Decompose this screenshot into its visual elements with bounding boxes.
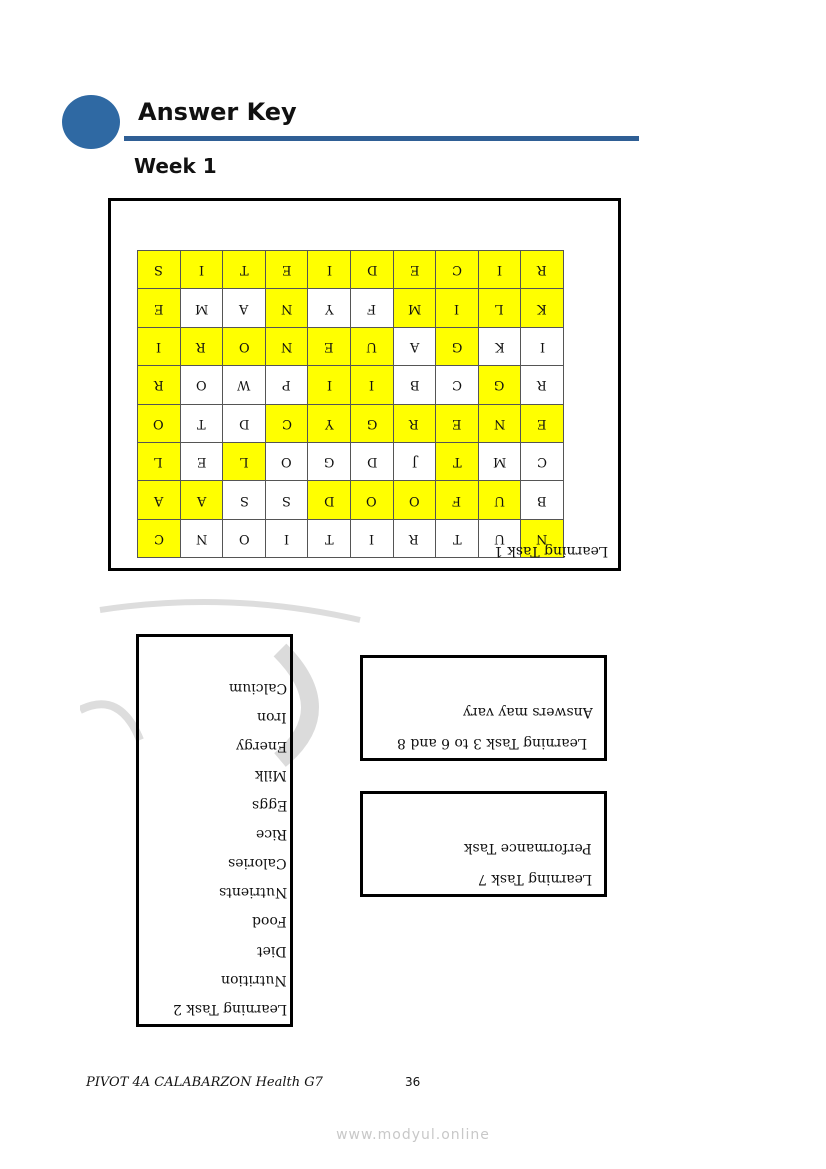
grid-cell — [265, 404, 308, 442]
grid-letter: Y — [324, 415, 334, 431]
grid-cell — [350, 289, 393, 327]
grid-cell — [138, 404, 181, 442]
grid-letter: W — [237, 377, 251, 393]
grid-cell — [265, 289, 308, 327]
grid-cell — [478, 481, 521, 519]
grid-letter: K — [537, 300, 547, 316]
grid-cell — [180, 442, 223, 480]
grid-letter: O — [281, 454, 292, 470]
grid-cell — [436, 366, 479, 404]
grid-cell — [308, 519, 351, 557]
grid-letter: N — [195, 530, 208, 546]
task2-word: Calories — [228, 855, 287, 871]
task2-word: Eggs — [251, 796, 287, 813]
grid-cell — [478, 289, 521, 327]
grid-letter: C — [537, 454, 548, 470]
grid-letter: O — [153, 415, 165, 431]
grid-cell — [138, 366, 181, 404]
grid-cell — [521, 289, 564, 327]
grid-cell — [350, 442, 393, 480]
grid-letter: U — [494, 492, 506, 508]
grid-cell — [180, 289, 223, 327]
grid-cell — [436, 327, 479, 365]
task2-word: Food — [252, 913, 287, 930]
grid-letter: A — [196, 492, 207, 508]
grid-cell — [478, 327, 521, 365]
grid-letter: G — [451, 338, 463, 354]
grid-cell — [436, 404, 479, 442]
grid-cell — [521, 366, 564, 404]
grid-cell — [436, 289, 479, 327]
grid-cell — [393, 366, 436, 404]
task2-word: Calcium — [228, 679, 287, 696]
grid-cell — [138, 442, 181, 480]
grid-letter: I — [284, 530, 290, 546]
title-underline — [124, 136, 639, 141]
grid-letter: B — [409, 377, 420, 393]
grid-cell — [180, 519, 223, 557]
grid-letter: C — [153, 530, 164, 546]
grid-row — [138, 327, 564, 365]
task2-label: Learning Task 2 — [172, 1001, 287, 1017]
grid-cell — [350, 404, 393, 442]
grid-letter: T — [197, 415, 206, 431]
grid-letter: B — [537, 492, 547, 508]
task3-label: Learning Task 3 to 6 and 8 — [397, 735, 588, 751]
grid-letter: R — [409, 530, 420, 546]
grid-cell — [180, 366, 223, 404]
grid-cell — [265, 442, 308, 480]
grid-cell — [138, 327, 181, 365]
grid-cell — [393, 481, 436, 519]
grid-letter: D — [238, 415, 250, 431]
task2-word: Nutrition — [221, 971, 287, 988]
grid-cell — [350, 251, 393, 289]
grid-letter: O — [366, 492, 378, 508]
page-number: 36 — [405, 1075, 421, 1089]
task2-word: Nutrients — [218, 884, 287, 901]
grid-cell — [308, 404, 351, 442]
grid-letter: N — [493, 415, 506, 431]
grid-letter: E — [452, 415, 462, 431]
task1-label: Learning Task 1 — [494, 543, 609, 559]
grid-letter: U — [366, 338, 378, 354]
task7-label: Learning Task 7 — [478, 871, 593, 887]
grid-cell — [521, 327, 564, 365]
task7-answer: Performance Task — [464, 840, 592, 856]
grid-letter: O — [238, 338, 250, 354]
grid-letter: E — [537, 415, 547, 431]
grid-row — [138, 442, 564, 480]
grid-letter: D — [366, 454, 377, 470]
task3-answer: Answers may vary — [463, 704, 593, 720]
grid-letter: F — [452, 492, 462, 508]
grid-letter: S — [239, 492, 249, 508]
grid-letter: T — [239, 262, 249, 278]
grid-letter: R — [409, 415, 420, 431]
grid-letter: N — [536, 530, 548, 546]
grid-cell — [350, 366, 393, 404]
grid-letter: E — [409, 262, 420, 278]
grid-letter: M — [407, 300, 422, 316]
grid-letter: F — [367, 300, 377, 316]
task2-word: Milk — [255, 767, 287, 784]
grid-cell — [223, 366, 266, 404]
grid-letter: S — [282, 492, 292, 508]
grid-letter: Y — [324, 300, 334, 316]
grid-cell — [180, 481, 223, 519]
grid-cell — [223, 442, 266, 480]
grid-letter: S — [154, 262, 164, 278]
task2-word: Iron — [257, 709, 287, 725]
grid-cell — [393, 519, 436, 557]
grid-letter: I — [369, 377, 375, 393]
grid-cell — [393, 404, 436, 442]
grid-letter: A — [154, 492, 164, 508]
grid-letter: L — [495, 300, 504, 316]
task2-word: Diet — [257, 942, 287, 959]
grid-cell — [393, 251, 436, 289]
grid-letter: G — [494, 377, 505, 393]
grid-letter: C — [451, 262, 462, 278]
grid-cell — [223, 481, 266, 519]
grid-cell — [138, 519, 181, 557]
grid-cell — [180, 404, 223, 442]
grid-cell — [478, 251, 521, 289]
grid-cell — [350, 481, 393, 519]
grid-cell — [478, 442, 521, 480]
grid-letter: D — [323, 492, 335, 508]
grid-letter: L — [154, 454, 164, 470]
grid-letter: G — [323, 454, 335, 470]
week-heading: Week 1 — [134, 154, 217, 178]
grid-letter: I — [326, 262, 332, 278]
grid-letter: A — [409, 338, 420, 354]
grid-letter: O — [238, 530, 250, 546]
grid-letter: O — [196, 377, 207, 393]
grid-cell — [138, 251, 181, 289]
grid-cell — [223, 289, 266, 327]
grid-letter: E — [196, 454, 207, 470]
grid-cell — [308, 481, 351, 519]
watermark: www.modyul.online — [336, 1127, 490, 1143]
grid-letter: I — [369, 530, 375, 546]
grid-row — [138, 366, 564, 404]
grid-cell — [180, 327, 223, 365]
page-title: Answer Key — [138, 98, 297, 126]
grid-letter: P — [282, 377, 291, 393]
grid-letter: J — [411, 454, 417, 470]
grid-letter: K — [494, 338, 505, 354]
task2-word: Energy — [235, 738, 287, 755]
grid-letter: I — [496, 262, 503, 278]
grid-cell — [308, 289, 351, 327]
grid-cell — [308, 251, 351, 289]
grid-cell — [350, 327, 393, 365]
grid-letter: G — [366, 415, 377, 431]
grid-letter: R — [153, 377, 164, 393]
grid-cell — [223, 251, 266, 289]
grid-cell — [308, 442, 351, 480]
grid-letter: I — [539, 338, 545, 354]
grid-cell — [478, 366, 521, 404]
grid-letter: M — [492, 454, 507, 470]
grid-cell — [308, 327, 351, 365]
grid-letter: E — [324, 338, 334, 354]
grid-letter: U — [494, 530, 506, 546]
grid-letter: M — [194, 300, 209, 316]
grid-letter: O — [409, 492, 420, 508]
grid-letter: T — [452, 530, 462, 546]
grid-cell — [521, 251, 564, 289]
grid-letter: T — [452, 454, 462, 470]
grid-row — [138, 404, 564, 442]
word-search-grid — [137, 250, 564, 558]
grid-letter: I — [454, 300, 460, 316]
grid-letter: C — [281, 415, 292, 431]
grid-row — [138, 251, 564, 289]
grid-cell — [436, 519, 479, 557]
grid-letter: D — [366, 262, 377, 278]
grid-letter: R — [537, 262, 548, 278]
grid-cell — [265, 519, 308, 557]
grid-letter: T — [324, 530, 334, 546]
grid-row — [138, 481, 564, 519]
grid-cell — [223, 519, 266, 557]
grid-cell — [521, 442, 564, 480]
grid-cell — [265, 327, 308, 365]
grid-letter: E — [154, 300, 164, 316]
grid-letter: R — [196, 338, 207, 354]
grid-letter: A — [239, 300, 249, 316]
grid-cell — [265, 251, 308, 289]
grid-letter: I — [198, 262, 204, 278]
grid-cell — [436, 251, 479, 289]
grid-letter: N — [280, 338, 293, 354]
grid-letter: I — [156, 338, 162, 354]
grid-cell — [138, 289, 181, 327]
grid-cell — [521, 404, 564, 442]
grid-cell — [223, 327, 266, 365]
grid-letter: N — [280, 300, 293, 316]
grid-cell — [223, 404, 266, 442]
grid-cell — [265, 366, 308, 404]
grid-cell — [436, 481, 479, 519]
grid-letter: I — [326, 377, 332, 393]
grid-cell — [308, 366, 351, 404]
grid-letter: E — [281, 262, 292, 278]
grid-cell — [265, 481, 308, 519]
task2-word: Rice — [255, 825, 287, 842]
grid-cell — [393, 327, 436, 365]
grid-cell — [138, 481, 181, 519]
grid-cell — [393, 289, 436, 327]
grid-cell — [436, 442, 479, 480]
grid-cell — [478, 404, 521, 442]
grid-letter: R — [537, 377, 548, 393]
grid-letter: C — [451, 377, 462, 393]
grid-row — [138, 289, 564, 327]
grid-cell — [180, 251, 223, 289]
grid-cell — [521, 481, 564, 519]
grid-cell — [393, 442, 436, 480]
footer-text: PIVOT 4A CALABARZON Health G7 — [86, 1075, 323, 1090]
header-circle-decoration — [62, 95, 120, 149]
grid-cell — [350, 519, 393, 557]
grid-letter: L — [239, 454, 249, 470]
